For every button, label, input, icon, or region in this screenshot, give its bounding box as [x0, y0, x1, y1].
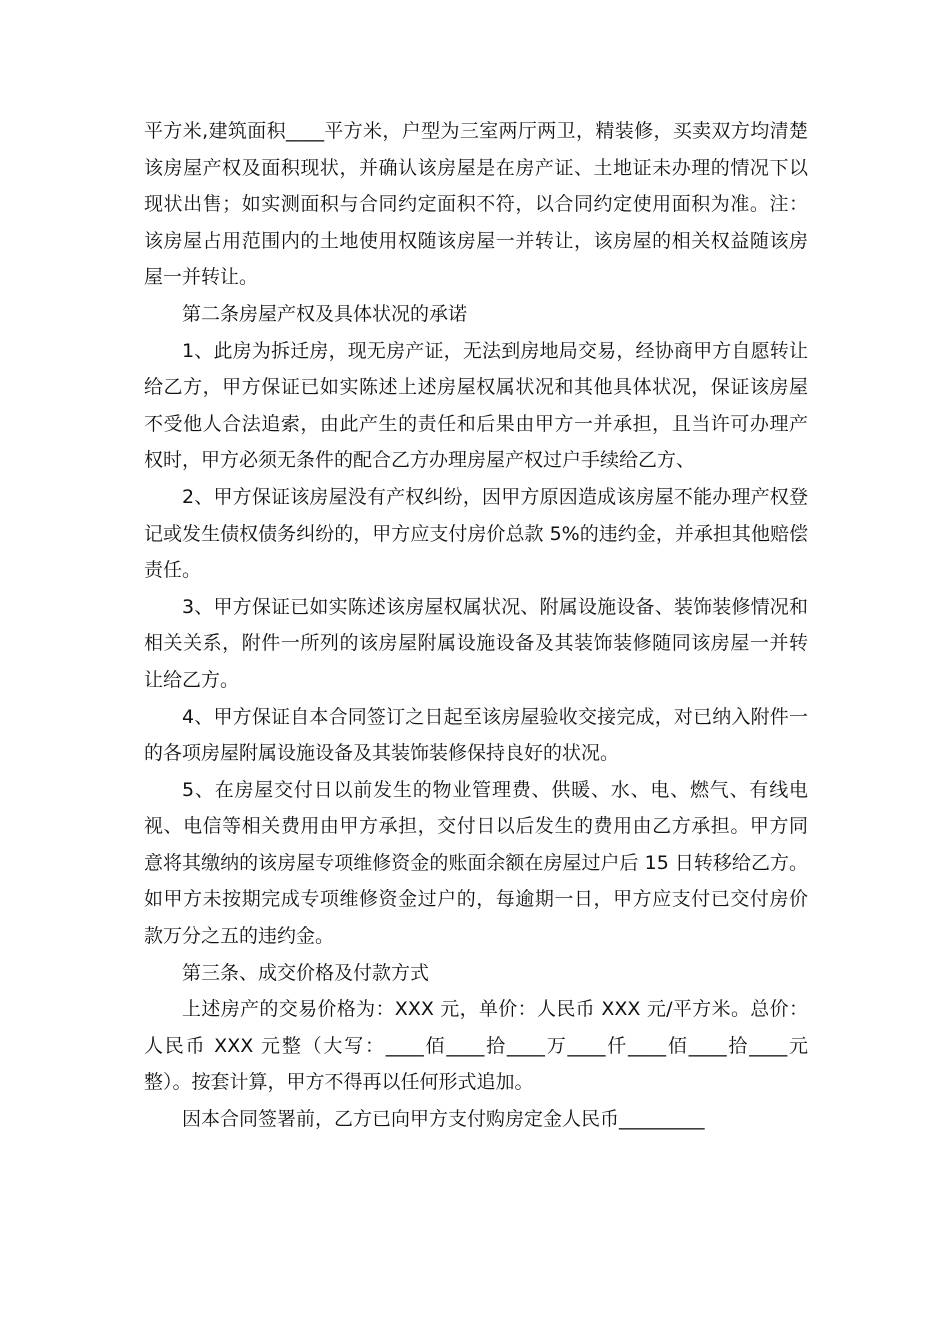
paragraph-area-description: 平方米,建筑面积____平方米，户型为三室两厅两卫，精装修，买卖双方均清楚该房屋产权及面积现状，并确认该房屋是在房产证、土地证未办理的情况下以现状出售；如实测面积与合同约定面积不符，以合同约定使用面积为准。注：该房屋占用范围内的土地使用权随该房屋一并转让，该房屋的相关权益随该房屋一并转让。	[144, 120, 808, 289]
heading-article-2: 第二条房屋产权及具体状况的承诺	[182, 302, 468, 325]
heading-article-3: 第三条、成交价格及付款方式	[182, 961, 430, 984]
paragraph-clause-2-4: 4、甲方保证自本合同签订之日起至该房屋验收交接完成，对已纳入附件一的各项房屋附属设施设备及其装饰装修保持良好的状况。	[144, 705, 808, 765]
paragraph-clause-2-1: 1、此房为拆迁房，现无房产证，无法到房地局交易，经协商甲方自愿转让给乙方，甲方保证已如实陈述上述房屋权属状况和其他具体状况，保证该房屋不受他人合法追索，由此产生的责任和后果由甲方一并承担，且当许可办理产权时，甲方必须无条件的配合乙方办理房屋产权过户手续给乙方、	[144, 339, 808, 472]
paragraph-clause-2-2: 2、甲方保证该房屋没有产权纠纷，因甲方原因造成该房屋不能办理产权登记或发生债权债务纠纷的，甲方应支付房价总款 5%的违约金，并承担其他赔偿责任。	[144, 485, 808, 582]
paragraph-deposit: 因本合同签署前，乙方已向甲方支付购房定金人民币_________	[182, 1108, 705, 1131]
paragraph-clause-2-5: 5、在房屋交付日以前发生的物业管理费、供暖、水、电、燃气、有线电视、电信等相关费用由甲方承担，交付日以后发生的费用由乙方承担。甲方同意将其缴纳的该房屋专项维修资金的账面余额在房屋过户后 15 日转移给乙方。如甲方未按期完成专项维修资金过户的，每逾期一日，甲方应支付已交付房价款万分之五的违约金。	[144, 778, 808, 948]
paragraph-clause-2-3: 3、甲方保证已如实陈述该房屋权属状况、附属设施设备、装饰装修情况和相关关系，附件一所列的该房屋附属设施设备及其装饰装修随同该房屋一并转让给乙方。	[144, 595, 808, 691]
document-body	[144, 113, 808, 1138]
paragraph-price: 上述房产的交易价格为：XXX 元，单价：人民币 XXX 元/平方米。总价：人民币 XXX 元整（大写：____佰____拾____万____仟____佰____拾____元整）。按套计算，甲方不得再以任何形式追加。	[144, 998, 808, 1094]
